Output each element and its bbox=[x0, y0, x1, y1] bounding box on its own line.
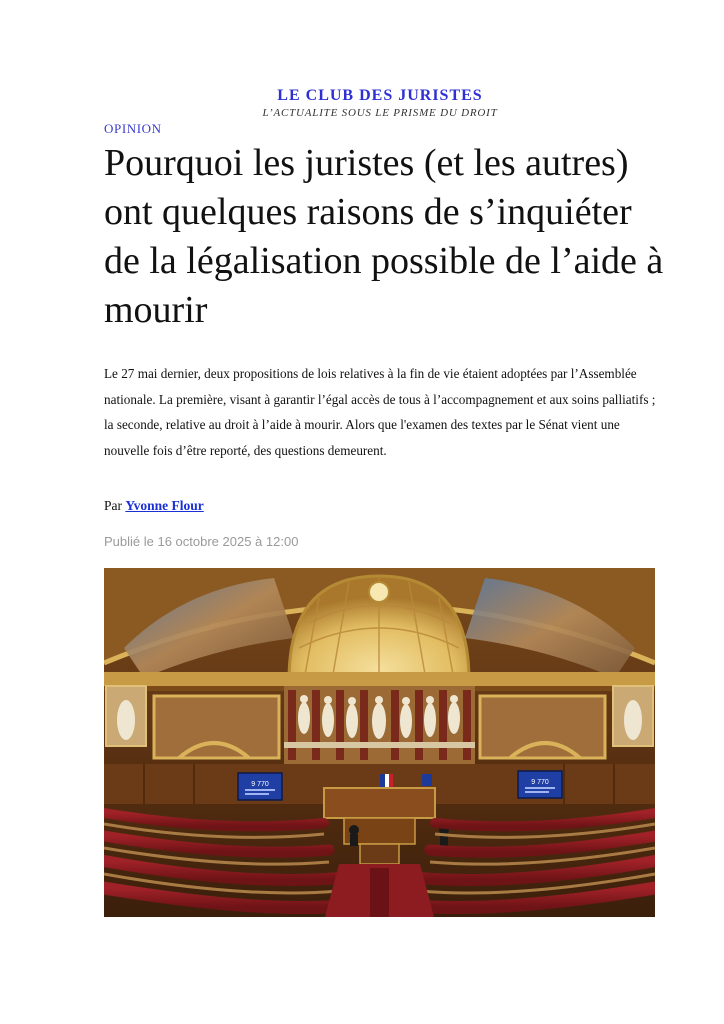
site-name[interactable]: LE CLUB DES JURISTES bbox=[277, 87, 483, 104]
publication-date: Publié le 16 octobre 2025 à 12:00 bbox=[104, 534, 299, 549]
article-lede: Le 27 mai dernier, deux propositions de lois relatives à la fin de vie étaient adoptées par l’Assemblée nationale. La première, visant à garantir l’égal accès de tous à l’accompagnement et aux soins palliatifs ; la seconde, relative au droit à l’aide à mourir. Alors que l'examen des textes par le Sénat vient une nouvelle fois d’être reporté, des questions demeurent. bbox=[104, 366, 656, 458]
masthead bbox=[0, 86, 724, 120]
site-tagline: L’ACTUALITE SOUS LE PRISME DU DROIT bbox=[262, 107, 498, 119]
author-link[interactable]: Yvonne Flour bbox=[125, 498, 204, 513]
screen-right-number: 9 770 bbox=[531, 779, 549, 786]
byline bbox=[104, 498, 204, 514]
category-label[interactable]: OPINION bbox=[104, 121, 162, 136]
byline-prefix: Par bbox=[104, 498, 122, 513]
hero-image-senate-chamber bbox=[104, 568, 655, 917]
article-title: Pourquoi les juristes (et les autres) ont quelques raisons de s’inquiéter de la légalisation possible de l’aide à mourir bbox=[104, 142, 664, 331]
screen-left-number: 9 770 bbox=[251, 781, 269, 788]
senate-chamber-illustration bbox=[104, 568, 655, 917]
